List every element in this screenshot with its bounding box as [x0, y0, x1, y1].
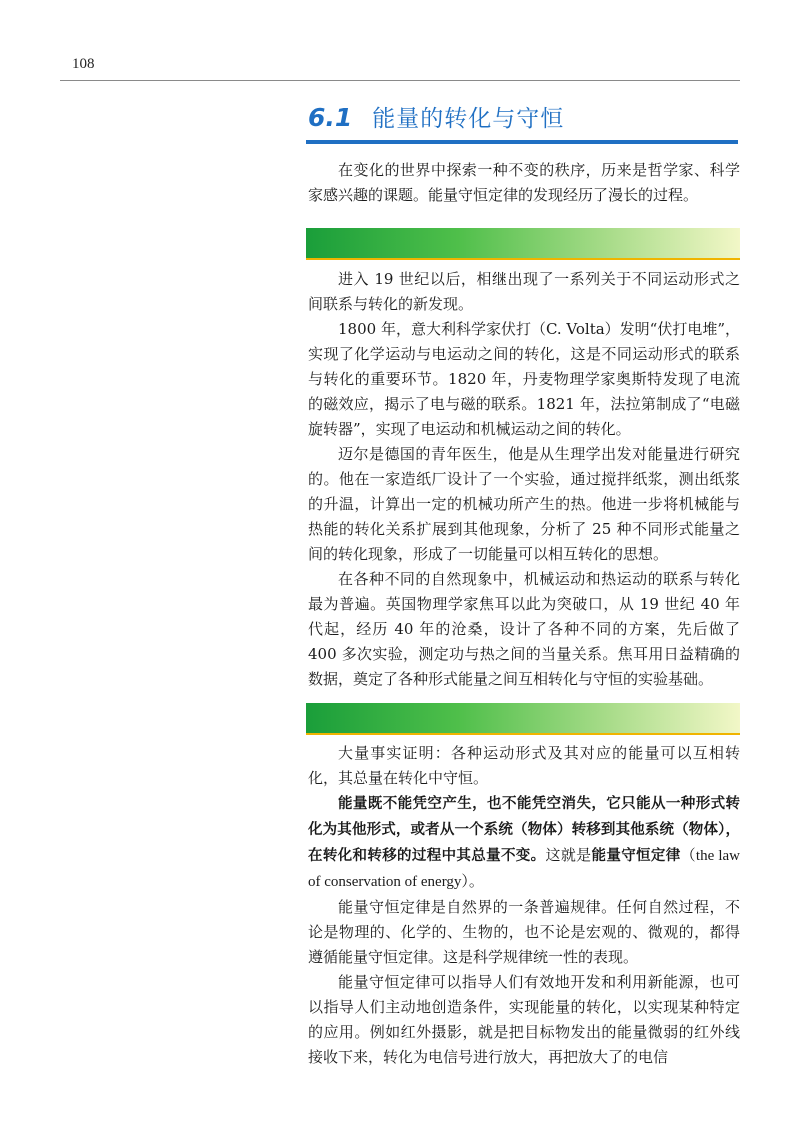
law-term: 能量守恒定律: [591, 848, 681, 864]
title-rule: [306, 140, 738, 144]
law-text: [308, 741, 740, 1070]
intro-paragraph: 在变化的世界中探索一种不变的秩序，历来是哲学家、科学家感兴趣的课题。能量守恒定律的发现经历了漫长的过程。: [308, 161, 740, 204]
law-statement-paragraph: [308, 791, 740, 895]
history-paragraph: 进入 19 世纪以后，相继出现了一系列关于不同运动形式之间联系与转化的新发现。: [308, 270, 740, 313]
header-rule: [60, 80, 740, 81]
law-statement: 能量既不能凭空产生，也不能凭空消失，它只能从一种形式转化为其他形式，或者从一个系统（物体）转移到其他系统（物体），在转化和转移的过程中其总量不变。: [308, 796, 740, 864]
law-lead-in: 这就是: [545, 846, 592, 864]
intro-text: [308, 158, 740, 208]
section-name: 能量的转化与守恒: [372, 106, 565, 132]
history-paragraph: 1800 年，意大利科学家伏打（C. Volta）发明“伏打电堆”，实现了化学运动与电运动之间的转化，这是不同运动形式的联系与转化的重要环节。1820 年，丹麦物理学家奥斯特发现了电流的磁效应，揭示了电与磁的联系。1821 年，法拉第制成了“电磁旋转器”，实现了电运动和机械运动之间的转化。: [308, 320, 741, 438]
section-number: 6.1: [308, 103, 353, 132]
page-number: 108: [72, 56, 95, 72]
history-paragraph: 在各种不同的自然现象中，机械运动和热运动的联系与转化最为普遍。英国物理学家焦耳以此为突破口，从 19 世纪 40 年代起，经历 40 年的沧桑，设计了各种不同的方案，先后做了 400 多次实验，测定功与热之间的当量关系。焦耳用日益精确的数据，奠定了各种形式能量之间互相转化与守恒的实验基础。: [308, 570, 740, 688]
law-paragraph: 能量守恒定律可以指导人们有效地开发和利用新能源，也可以指导人们主动地创造条件，实现能量的转化，以实现某种特定的应用。例如红外摄影，就是把目标物发出的能量微弱的红外线接收下来，转化为电信号进行放大，再把放大了的电信: [308, 973, 740, 1066]
section-title: [308, 100, 564, 136]
law-paragraph: 能量守恒定律是自然界的一条普遍规律。任何自然过程，不论是物理的、化学的、生物的，也不论是宏观的、微观的，都得遵循能量守恒定律。这是科学规律统一性的表现。: [308, 898, 740, 966]
history-paragraph: 迈尔是德国的青年医生，他是从生理学出发对能量进行研究的。他在一家造纸厂设计了一个实验，通过搅拌纸浆，测出纸浆的升温，计算出一定的机械功所产生的热。他进一步将机械能与热能的转化关系扩展到其他现象，分析了 25 种不同形式能量之间的转化现象，形成了一切能量可以相互转化的思想。: [308, 445, 740, 563]
section-divider-bar: [306, 228, 740, 258]
section-divider-bar: [306, 703, 740, 733]
history-text: [308, 267, 740, 692]
law-english-term: （the law of conservation of energy）。: [308, 848, 740, 890]
law-paragraph: 大量事实证明：各种运动形式及其对应的能量可以互相转化，其总量在转化中守恒。: [308, 744, 740, 787]
